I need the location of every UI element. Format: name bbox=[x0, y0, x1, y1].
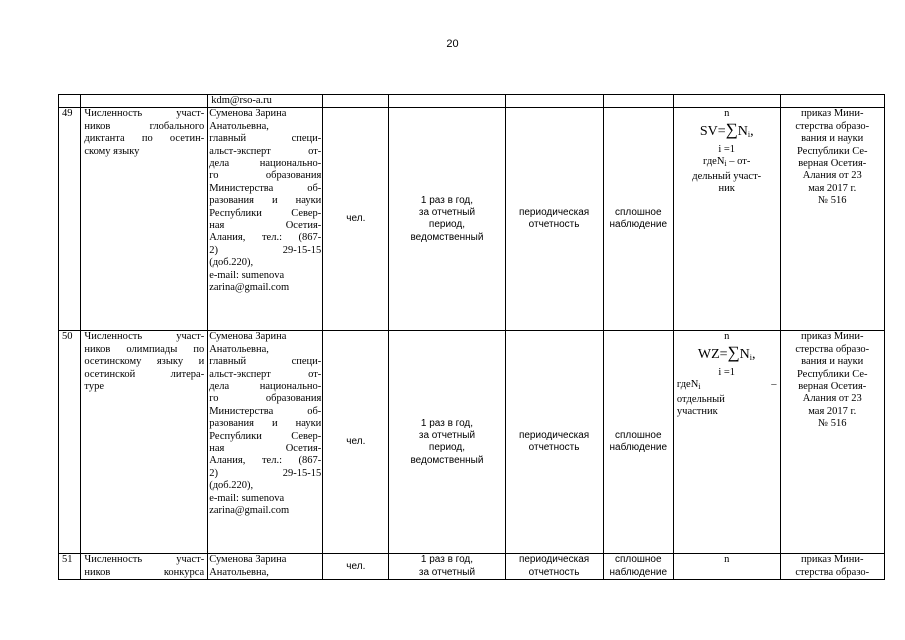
cell-basis: приказ Мини- стерства образо- вания и науки Республики Се- верная Осетия- Алания от 23 мая 2017 г. № 516 bbox=[780, 331, 885, 554]
cell-unit: чел. bbox=[323, 331, 389, 554]
cell-contact-email: kdm@rso-a.ru bbox=[208, 95, 323, 108]
cell-unit: чел. bbox=[323, 554, 389, 580]
table-row bbox=[59, 331, 885, 554]
cell-name: Численность участ- ников олимпиады по осетинскому языку и осетинской литера- туре bbox=[81, 331, 208, 554]
cell-num: 50 bbox=[59, 331, 81, 554]
formula-expression: $SV=\sum N_i$, bbox=[699, 119, 754, 139]
cell-name: Численность участ- ников конкурса bbox=[81, 554, 208, 580]
cell-contact: Суменова Зарина Анатольевна, bbox=[208, 554, 323, 580]
cell-source: периодическая отчетность bbox=[505, 554, 603, 580]
table-row bbox=[59, 554, 885, 580]
table-row-continued bbox=[59, 95, 885, 108]
cell-name: Численность участ- ников глобального диктанта по осетин- скому языку bbox=[81, 108, 208, 331]
cell-method: сплошное наблюдение bbox=[603, 331, 673, 554]
cell-frequency: 1 раз в год, за отчетный период, ведомственный bbox=[389, 108, 505, 331]
cell-basis: приказ Мини- стерства образо- bbox=[780, 554, 885, 580]
cell-unit: чел. bbox=[323, 108, 389, 331]
cell-formula: n $WZ=\sum N_i$, i =1 гдеN$_i$ – отдельный участник bbox=[673, 331, 780, 554]
table-row bbox=[59, 108, 885, 331]
cell-source: периодическая отчетность bbox=[505, 108, 603, 331]
page-number: 20 bbox=[446, 38, 459, 50]
cell-method: сплошное наблюдение bbox=[603, 108, 673, 331]
cell-num bbox=[59, 95, 81, 108]
cell-basis: приказ Мини- стерства образо- вания и науки Республики Се- верная Осетия- Алания от 23 мая 2017 г. № 516 bbox=[780, 108, 885, 331]
cell-contact: Суменова Зарина Анатольевна, главный специ- альст-эксперт от- дела национально- го образования Министерства об- разования и науки Республики Север- ная Осетия- Алания, тел.: (867- 2) 29-15-15 (доб.220), e-mail: sumenova zarina@gmail.com bbox=[208, 331, 323, 554]
cell-source: периодическая отчетность bbox=[505, 331, 603, 554]
cell-formula: n $SV=\sum N_i$, i =1 гдеN$_i$ – от- дельный участ- ник bbox=[673, 108, 780, 331]
cell-num: 51 bbox=[59, 554, 81, 580]
formula-expression: $WZ=\sum N_i$, bbox=[697, 342, 756, 362]
cell-method: сплошное наблюдение bbox=[603, 554, 673, 580]
indicators-table bbox=[58, 94, 885, 580]
cell-name bbox=[81, 95, 208, 108]
cell-frequency: 1 раз в год, за отчетный bbox=[389, 554, 505, 580]
cell-num: 49 bbox=[59, 108, 81, 331]
cell-frequency: 1 раз в год, за отчетный период, ведомственный bbox=[389, 331, 505, 554]
cell-contact: Суменова Зарина Анатольевна, главный специ- альст-эксперт от- дела национально- го образования Министерства об- разования и науки Республики Север- ная Осетия- Алания, тел.: (867- 2) 29-15-15 (доб.220), e-mail: sumenova zarina@gmail.com bbox=[208, 108, 323, 331]
cell-formula: n bbox=[673, 554, 780, 580]
